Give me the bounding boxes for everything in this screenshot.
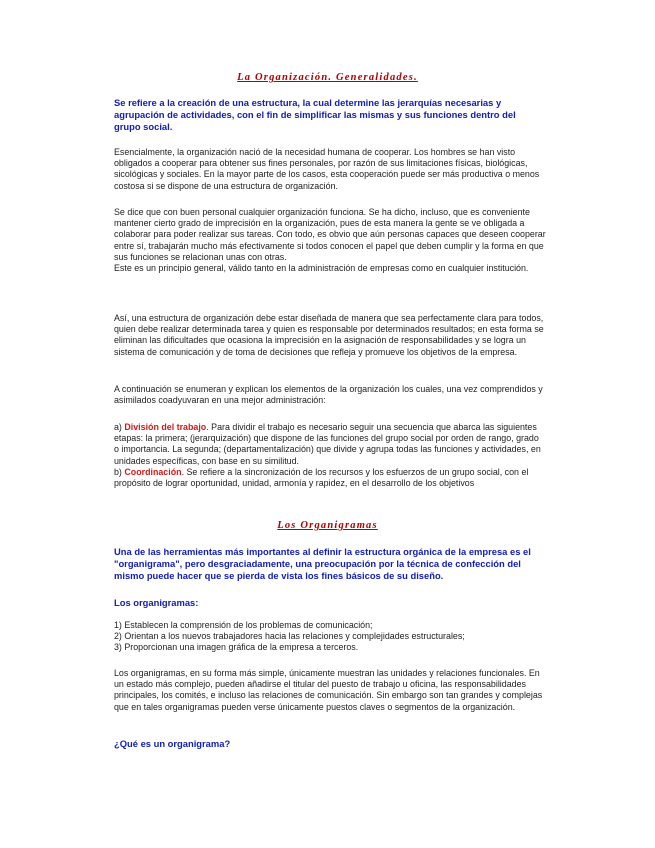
section-subtitle: Los Organigramas [277,520,378,531]
element-b-text: . Se refiere a la sincronización de los recursos y los esfuerzos de un grupo social, con el propósito de lograr oportunidad, unidad, armonía y rapidez, en el desarrollo de los objetivos [114,466,529,489]
element-a-label: División del trabajo [124,422,207,432]
element-a [114,422,546,467]
element-a-prefix: a) [114,422,125,432]
list-item: 1) Establecen la comprensión de los problemas de comunicación; [114,620,373,630]
paragraph-3: Así, una estructura de organización debe estar diseñada de manera que sea perfectamente clara para todos, quien debe realizar determinada tarea y quien es responsable por determinados resultados; en esta forma se eliminan las dificultades que ocasiona la imprecisión en la asignación de responsabilidades y se logra un sistema de comunicación y de toma de decisiones que refleja y promueve los objetivos de la empresa. [114,313,544,357]
elements-list [114,422,546,489]
element-b-label: Coordinación [124,466,182,477]
organigramas-heading: Los organigramas: [114,597,199,608]
question-heading: ¿Qué es un organigrama? [114,738,231,749]
element-a-text: . Para dividir el trabajo es necesario seguir una secuencia que abarca las siguientes etapas: la primera; (jerarquización) que dispone de las funciones del grupo social por orden de rango, grado o importancia. La segunda; (departamentalización) que divide y agrupa todas las funciones y actividades, en unidades específicas, con base en su similitud. [114,422,541,466]
paragraph-5: Los organigramas, en su forma más simple, únicamente muestran las unidades y relaciones funcionales. En un estado más complejo, pueden añadirse el titular del puesto de trabajo u oficina, las responsabilidades principales, los comités, e incluso las relaciones de comunicación. Sin embargo son tan grandes y complejas que en tales organigramas pueden verse únicamente puestos claves o segmentos de la organización. [114,668,543,712]
organigramas-list [114,620,546,654]
list-item: 2) Orientan a los nuevos trabajadores hacia las relaciones y complejidades estructurales; [114,631,465,642]
paragraph-2a: Se dice que con buen personal cualquier organización funciona. Se ha dicho, incluso, que es conveniente mantener cierto grado de imprecisión en la organización, pues de esta manera la gente se ve obligada a colaborar para poder realizar sus tareas. Con todo, es obvio que aún personas capaces que deseen cooperar entre sí, trabajarán mucho más efectivamente si todos conocen el papel que deben cumplir y la forma en que sus funciones se relacionan unas con otras. [114,207,546,262]
element-b [114,467,546,489]
list-item: 3) Proporcionan una imagen gráfica de la empresa a terceros. [114,642,359,653]
page-title: La Organización. Generalidades. [237,72,418,83]
element-b-prefix: b) [114,466,125,477]
paragraph-4: A continuación se enumeran y explican los elementos de la organización los cuales, una vez comprendidos y asimilados coadyuvaran en una mejor administración: [114,384,543,406]
intro-paragraph: Se refiere a la creación de una estructura, la cual determine las jerarquías necesarias y agrupación de actividades, con el fin de simplificar las mismas y sus funciones dentro del grupo social. [114,97,516,132]
paragraph-2b: Este es un principio general, válido tanto en la administración de empresas como en cualquier institución. [114,263,529,274]
paragraph-2 [114,207,546,274]
paragraph-1: Esencialmente, la organización nació de la necesidad humana de cooperar. Los hombres se han visto obligados a cooperar para obtener sus fines personales, por razón de sus limitaciones físicas, biológicas, sicológicas y sociales. En la mayor parte de los casos, esta cooperación puede ser más productiva o menos costosa si se dispone de una estructura de organización. [114,147,540,191]
intro-paragraph-2: Una de las herramientas más importantes al definir la estructura orgánica de la empresa es el "organigrama", pero desgraciadamente, una preocupación por la técnica de confección del mismo puede hacer que se pierda de vista los fines básicos de su diseño. [114,546,531,581]
